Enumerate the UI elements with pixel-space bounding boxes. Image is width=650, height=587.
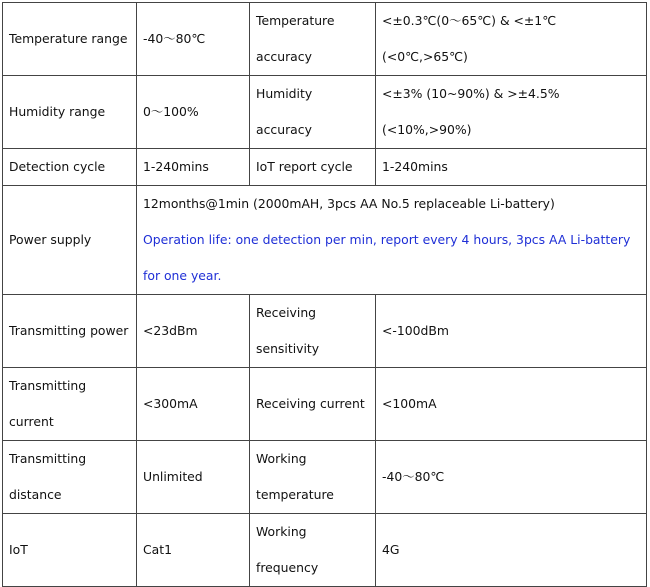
table-row xyxy=(3,368,647,441)
label-cell: Transmitting power xyxy=(3,295,137,368)
label-cell: Humidity range xyxy=(3,76,137,149)
label-cell: Detection cycle xyxy=(3,149,137,186)
label-cell: Power supply xyxy=(3,186,137,295)
value-cell: -40～80℃ xyxy=(376,441,647,514)
label-cell: IoT xyxy=(3,514,137,587)
table-row xyxy=(3,186,647,295)
table-row xyxy=(3,3,647,76)
label-cell: Working temperature xyxy=(250,441,376,514)
label-cell: IoT report cycle xyxy=(250,149,376,186)
power-supply-spec: 12months@1min (2000mAH, 3pcs AA No.5 replaceable Li-battery) xyxy=(143,196,555,211)
value-cell: <-100dBm xyxy=(376,295,647,368)
value-cell: <300mA xyxy=(137,368,250,441)
label-cell: Transmitting current xyxy=(3,368,137,441)
label-cell: Temperature accuracy xyxy=(250,3,376,76)
label-cell: Receiving sensitivity xyxy=(250,295,376,368)
value-cell: 4G xyxy=(376,514,647,587)
table-row xyxy=(3,441,647,514)
value-cell: 1-240mins xyxy=(376,149,647,186)
label-cell: Humidity accuracy xyxy=(250,76,376,149)
operation-life-note: Operation life: one detection per min, report every 4 hours, 3pcs AA Li-battery for one year. xyxy=(143,232,631,283)
table-row xyxy=(3,76,647,149)
table-row xyxy=(3,295,647,368)
value-cell: <±0.3℃(0～65℃) & <±1℃(<0℃,>65℃) xyxy=(376,3,647,76)
label-cell: Temperature range xyxy=(3,3,137,76)
label-cell: Receiving current xyxy=(250,368,376,441)
table-row xyxy=(3,514,647,587)
spec-table xyxy=(2,2,647,587)
value-cell: 1-240mins xyxy=(137,149,250,186)
value-cell: <±3% (10~90%) & >±4.5% (<10%,>90%) xyxy=(376,76,647,149)
table-row xyxy=(3,149,647,186)
value-cell: Unlimited xyxy=(137,441,250,514)
value-cell: <100mA xyxy=(376,368,647,441)
power-supply-cell xyxy=(137,186,647,295)
value-cell: <23dBm xyxy=(137,295,250,368)
label-cell: Working frequency xyxy=(250,514,376,587)
value-cell: 0～100% xyxy=(137,76,250,149)
value-cell: Cat1 xyxy=(137,514,250,587)
label-cell: Transmitting distance xyxy=(3,441,137,514)
value-cell: -40～80℃ xyxy=(137,3,250,76)
